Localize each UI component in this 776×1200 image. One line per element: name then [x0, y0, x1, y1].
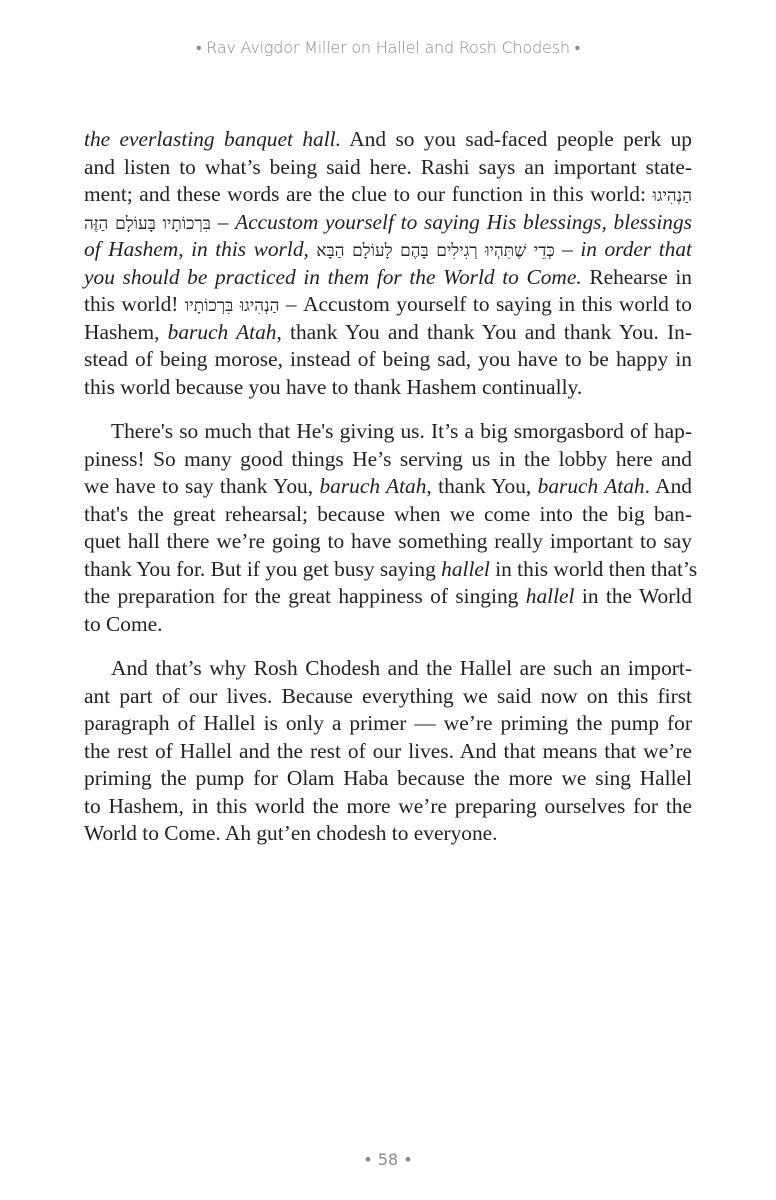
italic-text: in order that	[580, 237, 692, 261]
text-run: –	[210, 209, 236, 234]
text-line	[84, 446, 692, 474]
italic-text: baruch Atah	[537, 474, 645, 498]
text-run: – Accustom yourself to saying in this world to	[279, 292, 692, 316]
text-run: World to Come. Ah gut’en chodesh to everyone.	[84, 821, 498, 845]
hebrew-text: כְּדֵי שֶׁתִּהְיוּ רְגִילִים בָּהֶם לָעוֹלָם הַבָּא	[316, 241, 555, 261]
page-number: • 58 •	[363, 1150, 413, 1169]
text-line	[84, 765, 692, 793]
italic-text: baruch Atah	[319, 474, 427, 498]
text-run: the rest of Hallel and the rest of our lives. And that means that we’re	[84, 738, 692, 763]
text-run: quet hall there we’re going to have something really important to say	[84, 529, 692, 553]
text-run: . And	[644, 474, 692, 498]
paragraph-2	[84, 418, 698, 638]
text-run: And that’s why Rosh Chodesh and the Hallel are such an import-	[111, 656, 692, 680]
text-line	[84, 473, 692, 501]
text-run: we have to say thank You,	[84, 474, 320, 498]
text-run: –	[554, 237, 581, 261]
text-line	[84, 738, 692, 766]
text-run: , thank You and thank You and thank You. In-	[276, 319, 693, 344]
italic-text: hallel	[525, 584, 575, 608]
text-line	[84, 374, 692, 402]
text-line	[84, 501, 692, 529]
text-line	[84, 556, 698, 584]
italic-text: hallel	[441, 556, 490, 581]
text-line	[84, 291, 692, 319]
text-line	[84, 126, 692, 154]
italic-text: Accustom yourself to saying His blessings, blessings	[235, 209, 692, 234]
text-line	[84, 181, 692, 209]
text-run: Hashem,	[84, 319, 168, 344]
paragraph-1	[84, 126, 692, 401]
italic-text: the everlasting banquet hall.	[84, 127, 341, 151]
text-run: ant part of our lives. Because everything we said now on this first	[84, 683, 692, 708]
italic-text: of Hashem, in this world,	[84, 237, 309, 261]
text-run: to Come.	[84, 611, 163, 636]
text-run: thank You for. But if you get busy saying	[84, 556, 442, 581]
text-run: ment; and these words are the clue to our function in this world:	[84, 182, 653, 206]
text-line	[84, 236, 692, 264]
text-line	[84, 319, 692, 347]
text-run: , thank You,	[426, 474, 538, 498]
text-run: And so you sad-faced people perk up	[340, 127, 692, 151]
text-run: in this world then that’s	[489, 556, 698, 581]
hebrew-text: בִּרְכוֹתָיו בָּעוֹלָם הַזֶּה	[84, 213, 211, 234]
text-run: paragraph of Hallel is only a primer — we’re priming the pump for	[84, 711, 692, 735]
text-line	[84, 611, 692, 639]
text-run: in the World	[574, 584, 692, 608]
hebrew-text: הַנְהִיגוּ	[652, 186, 692, 206]
text-run: priming the pump for Olam Haba because the more we sing Hallel	[84, 766, 692, 790]
running-head: • Rav Avigdor Miller on Hallel and Rosh Chodesh •	[195, 38, 581, 57]
italic-text: baruch Atah	[167, 319, 277, 344]
text-line	[84, 710, 692, 738]
text-run: and listen to what’s being said here. Rashi says an important state-	[84, 154, 692, 179]
paragraph-3	[84, 655, 692, 848]
text-line	[84, 346, 692, 374]
text-line	[84, 264, 692, 292]
text-run: the preparation for the great happiness of singing	[84, 584, 526, 608]
text-run: this world!	[84, 292, 185, 316]
text-line	[84, 154, 692, 182]
hebrew-text: הַנְהִיגוּ בִּרְכוֹתָיו	[184, 296, 280, 316]
text-line	[84, 583, 692, 611]
text-run: stead of being morose, instead of being sad, you have to be happy in	[84, 347, 692, 371]
text-run: to Hashem, in this world the more we’re preparing ourselves for the	[84, 793, 692, 818]
text-run: this world because you have to thank Hashem continually.	[84, 374, 583, 399]
text-line	[84, 683, 692, 711]
text-run: that's the great rehearsal; because when we come into the big ban-	[84, 501, 692, 526]
text-line	[84, 209, 692, 237]
text-line	[84, 793, 692, 821]
text-line	[84, 528, 692, 556]
text-run: piness! So many good things He’s serving us in the lobby here and	[84, 446, 692, 471]
text-line	[84, 418, 692, 446]
text-run: Rehearse in	[581, 264, 692, 289]
body-text	[84, 126, 698, 865]
text-line	[84, 820, 692, 848]
italic-text: you should be practiced in them for the World to Come.	[84, 264, 582, 289]
text-run: There's so much that He's giving us. It’s a big smorgasbord of hap-	[111, 419, 692, 443]
text-line	[84, 655, 692, 683]
